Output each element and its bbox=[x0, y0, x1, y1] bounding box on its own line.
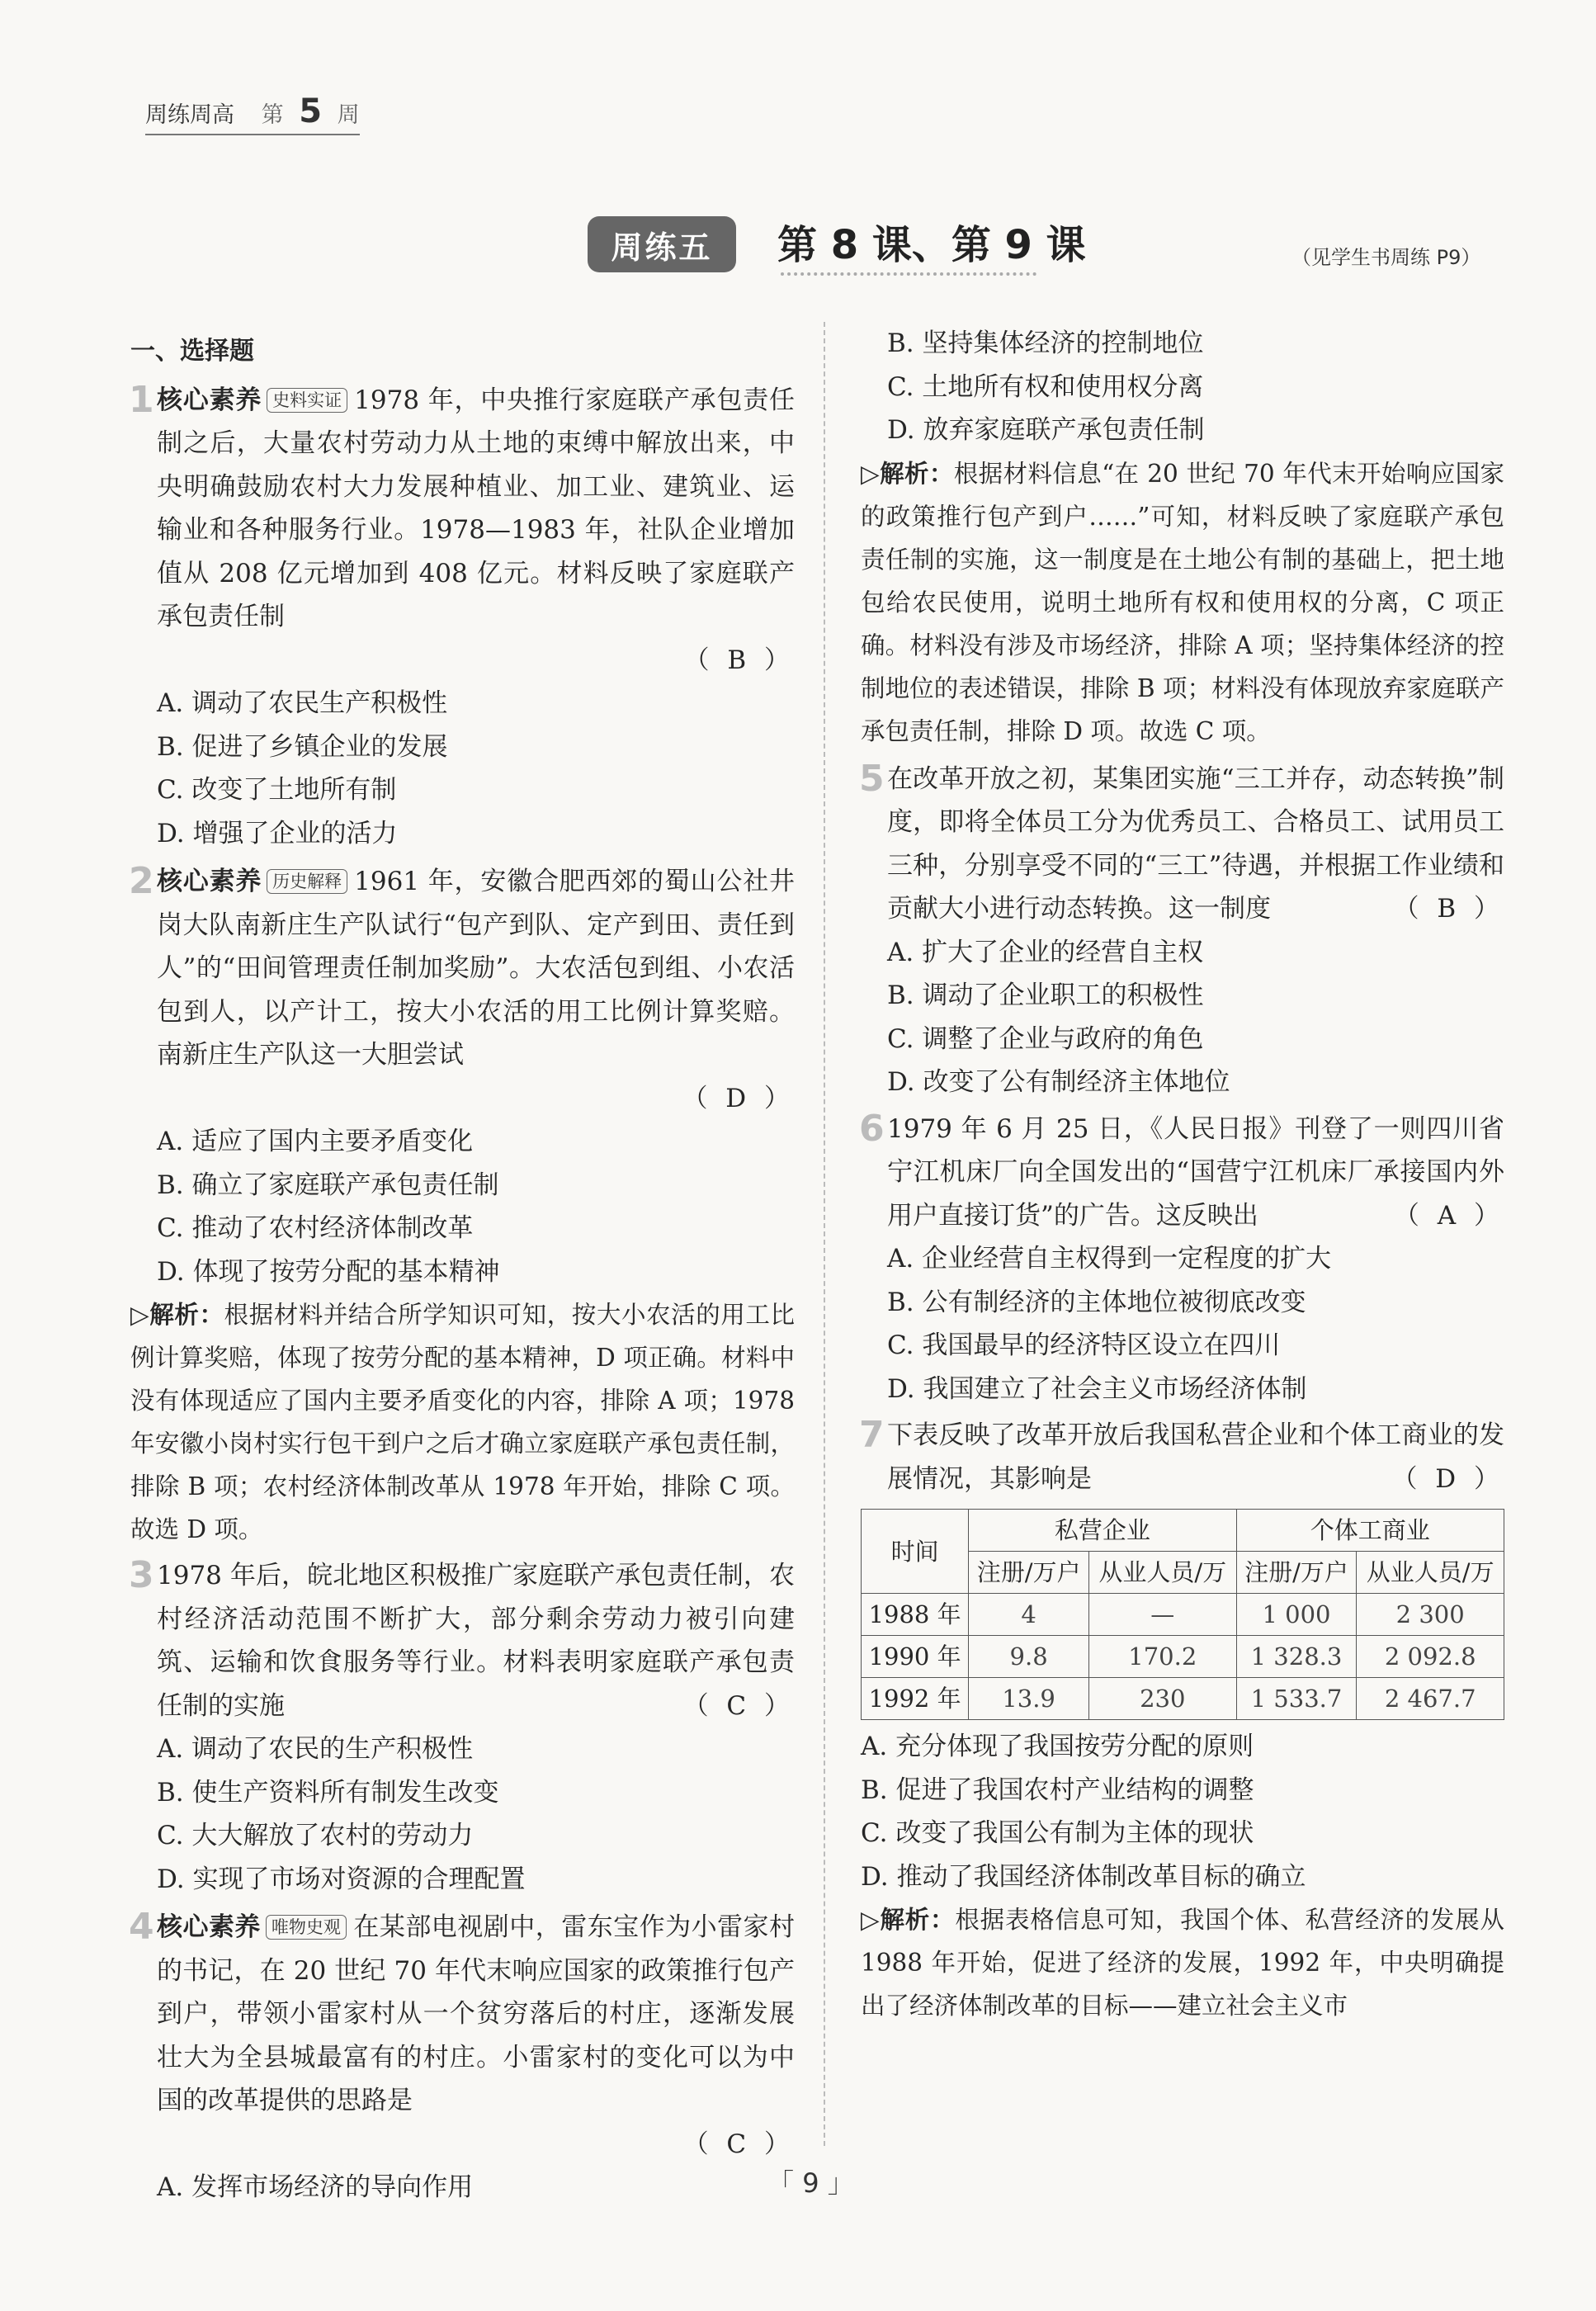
table-row bbox=[862, 1636, 1504, 1678]
core-label: 核心素养 bbox=[157, 385, 262, 415]
option-d: D. 推动了我国经济体制改革目标的确立 bbox=[861, 1861, 1306, 1892]
question-4-continued bbox=[861, 322, 1504, 452]
literacy-tag: 唯物史观 bbox=[266, 1915, 347, 1940]
literacy-tag: 史料实证 bbox=[267, 388, 347, 413]
question-7-options bbox=[861, 1725, 1504, 1898]
option-c: C. 改变了土地所有制 bbox=[157, 775, 397, 805]
analysis-label: ▷解析： bbox=[130, 1301, 224, 1329]
analysis-text: 根据材料信息“在 20 世纪 70 年代末开始响应国家的政策推行包产到户……”可知，材料反映了家庭联产承包责任制的实施，这一制度是在土地公有制的基础上，把土地包给农民使用，说明土地所有权和使用权的分离，C 项正确。材料没有涉及市场经济，排除 A 项；坚持集体经济的控制地位的表述错误，排除 B 项；材料没有体现放弃家庭联产承包责任制，排除 D 项。故选 C 项。 bbox=[861, 459, 1504, 745]
option-d: D. 实现了市场对资源的合理配置 bbox=[157, 1864, 526, 1894]
analysis-2 bbox=[130, 1293, 795, 1551]
question-number: 3 bbox=[129, 1554, 154, 1596]
question-2 bbox=[130, 860, 795, 1293]
table-header-row bbox=[862, 1510, 1504, 1552]
option-c: C. 调整了企业与政府的角色 bbox=[887, 1023, 1204, 1054]
week-header bbox=[145, 92, 360, 135]
table-header-private: 私营企业 bbox=[969, 1510, 1236, 1552]
table-header-time: 时间 bbox=[862, 1510, 969, 1594]
question-6 bbox=[861, 1108, 1504, 1411]
section-heading: 一、选择题 bbox=[130, 337, 254, 366]
analysis-7 bbox=[861, 1898, 1504, 2027]
answer: （ B ） bbox=[683, 645, 795, 675]
table-cell: 1 328.3 bbox=[1236, 1636, 1357, 1678]
option-b: B. 确立了家庭联产承包责任制 bbox=[157, 1170, 499, 1200]
answer: （ B ） bbox=[1393, 894, 1504, 924]
analysis-text: 根据材料并结合所学知识可知，按大小农活的用工比例计算奖赔，体现了按劳分配的基本精神，D 项正确。材料中没有体现适应了国内主要矛盾变化的内容，排除 A 项；1978 年安徽小岗村实行包干到户之后才确立家庭联产承包责任制，排除 B 项；农村经济体制改革从 1978 年开始，排除 C 项。故选 D 项。 bbox=[130, 1301, 795, 1543]
option-b: B. 促进了我国农村产业结构的调整 bbox=[861, 1775, 1254, 1805]
question-stem: 下表反映了改革开放后我国私营企业和个体工商业的发展情况，其影响是 bbox=[887, 1420, 1504, 1494]
option-a: A. 扩大了企业的经营自主权 bbox=[887, 937, 1204, 967]
answer: （ C ） bbox=[682, 2129, 795, 2159]
table-cell: — bbox=[1088, 1594, 1236, 1636]
option-c: C. 推动了农村经济体制改革 bbox=[157, 1213, 474, 1243]
option-a: A. 充分体现了我国按劳分配的原则 bbox=[861, 1732, 1254, 1761]
table-subheader: 注册/万户 bbox=[969, 1552, 1089, 1594]
title-badge: 周练五 bbox=[588, 216, 736, 272]
analysis-text: 根据表格信息可知，我国个体、私营经济的发展从 1988 年开始，促进了经济的发展，1992 年，中央明确提出了经济体制改革的目标——建立社会主义市 bbox=[861, 1906, 1504, 2020]
table-row bbox=[862, 1678, 1504, 1720]
table-cell: 2 467.7 bbox=[1357, 1678, 1504, 1720]
option-d: D. 改变了公有制经济主体地位 bbox=[887, 1067, 1230, 1097]
question-7 bbox=[861, 1414, 1504, 1500]
question-number: 2 bbox=[129, 860, 154, 902]
table-cell: 230 bbox=[1088, 1678, 1236, 1720]
option-d: D. 放弃家庭联产承包责任制 bbox=[887, 415, 1205, 445]
table-cell: 1 533.7 bbox=[1236, 1678, 1357, 1720]
question-stem: 1978 年，中央推行家庭联产承包责任制之后，大量农村劳动力从土地的束缚中解放出来，中央明确鼓励农村大力发展种植业、加工业、建筑业、运输业和各种服务行业。1978—1983 年，社队企业增加值从 208 亿元增加到 408 亿元。材料反映了家庭联产承包责任制 bbox=[157, 385, 796, 631]
table-cell: 1990 年 bbox=[862, 1636, 969, 1678]
option-a: A. 企业经营自主权得到一定程度的扩大 bbox=[887, 1244, 1332, 1274]
option-c: C. 我国最早的经济特区设立在四川 bbox=[887, 1330, 1281, 1360]
question-4 bbox=[130, 1906, 795, 2209]
option-c: C. 改变了我国公有制为主体的现状 bbox=[861, 1818, 1254, 1848]
left-column bbox=[130, 330, 795, 2209]
week-number: 5 bbox=[299, 92, 323, 130]
page-title: 第 8 课、第 9 课 bbox=[777, 222, 1086, 268]
answer: （ A ） bbox=[1393, 1200, 1504, 1231]
question-stem: 1961 年，安徽合肥西郊的蜀山公社井岗大队南新庄生产队试行“包产到队、定产到田、责任到人”的“田间管理责任制加奖励”。大农活包到组、小农活包到人，以产计工，按大小农活的用工比例计算奖赔。南新庄生产队这一大胆尝试 bbox=[157, 867, 796, 1070]
option-b: B. 公有制经济的主体地位被彻底改变 bbox=[887, 1287, 1306, 1317]
page-number: 「 9 」 bbox=[767, 2167, 854, 2199]
analysis-4 bbox=[861, 452, 1504, 753]
option-a: A. 调动了农民生产积极性 bbox=[157, 688, 448, 718]
title-reference: （见学生书周练 P9） bbox=[1291, 246, 1481, 269]
option-b: B. 使生产资料所有制发生改变 bbox=[157, 1777, 499, 1808]
table-subheader: 从业人员/万 bbox=[1357, 1552, 1504, 1594]
table-cell: 1 000 bbox=[1236, 1594, 1357, 1636]
answer: （ D ） bbox=[1391, 1463, 1504, 1494]
table-row bbox=[862, 1594, 1504, 1636]
question-number: 4 bbox=[129, 1906, 154, 1948]
table-cell: 1988 年 bbox=[862, 1594, 969, 1636]
option-d: D. 我国建立了社会主义市场经济体制 bbox=[887, 1373, 1307, 1404]
question-stem: 在改革开放之初，某集团实施“三工并存，动态转换”制度，即将全体员工分为优秀员工、合格员工、试用员工三种，分别享受不同的“三工”待遇，并根据工作业绩和贡献大小进行动态转换。这一制度 bbox=[887, 763, 1504, 924]
option-b: B. 调动了企业职工的积极性 bbox=[887, 981, 1204, 1010]
table-subheader: 注册/万户 bbox=[1236, 1552, 1357, 1594]
analysis-label: ▷解析： bbox=[861, 459, 954, 488]
option-a: A. 调动了农民的生产积极性 bbox=[157, 1734, 474, 1764]
option-d: D. 增强了企业的活力 bbox=[157, 818, 398, 848]
question-3 bbox=[130, 1554, 795, 1901]
option-c: C. 土地所有权和使用权分离 bbox=[887, 371, 1204, 402]
question-stem: 在某部电视剧中，雷东宝作为小雷家村的书记，在 20 世纪 70 年代末响应国家的政策推行包产到户，带领小雷家村从一个贫穷落后的村庄，逐渐发展壮大为全县城最富有的村庄。小雷家村的变化可以为中国的改革提供的思路是 bbox=[157, 1912, 795, 2115]
option-a: A. 发挥市场经济的导向作用 bbox=[157, 2172, 474, 2202]
question-number: 6 bbox=[859, 1107, 885, 1150]
data-table bbox=[861, 1509, 1504, 1720]
table-cell: 2 300 bbox=[1357, 1594, 1504, 1636]
core-label: 核心素养 bbox=[157, 1912, 261, 1942]
table-subheader: 从业人员/万 bbox=[1088, 1552, 1236, 1594]
option-c: C. 大大解放了农村的劳动力 bbox=[157, 1821, 474, 1850]
question-number: 5 bbox=[859, 757, 885, 800]
table-cell: 170.2 bbox=[1088, 1636, 1236, 1678]
table-cell: 13.9 bbox=[969, 1678, 1089, 1720]
option-b: B. 坚持集体经济的控制地位 bbox=[887, 328, 1204, 358]
option-a: A. 适应了国内主要矛盾变化 bbox=[157, 1127, 474, 1156]
column-divider bbox=[824, 322, 825, 2146]
core-label: 核心素养 bbox=[157, 867, 262, 896]
question-5 bbox=[861, 758, 1504, 1104]
table-header-individual: 个体工商业 bbox=[1236, 1510, 1504, 1552]
table-cell: 2 092.8 bbox=[1357, 1636, 1504, 1678]
week-pre: 第 bbox=[261, 102, 284, 128]
question-number: 7 bbox=[859, 1414, 885, 1456]
literacy-tag: 历史解释 bbox=[267, 869, 347, 894]
week-post: 周 bbox=[337, 102, 360, 128]
answer: （ D ） bbox=[682, 1083, 795, 1113]
page-number-value: 9 bbox=[802, 2167, 819, 2199]
question-1 bbox=[130, 379, 795, 856]
question-stem: 1978 年后，皖北地区积极推广家庭联产承包责任制，农村经济活动范围不断扩大，部分剩余劳动力被引向建筑、运输和饮食服务等行业。材料表明家庭联产承包责任制的实施 bbox=[157, 1561, 795, 1721]
header-prefix: 周练周高 bbox=[145, 102, 234, 128]
analysis-label: ▷解析： bbox=[861, 1906, 956, 1934]
question-stem: 1979 年 6 月 25 日，《人民日报》刊登了一则四川省宁江机床厂向全国发出的“国营宁江机床厂承接国内外用户直接订货”的广告。这反映出 bbox=[887, 1113, 1504, 1231]
table-cell: 9.8 bbox=[969, 1636, 1089, 1678]
option-b: B. 促进了乡镇企业的发展 bbox=[157, 731, 448, 762]
option-d: D. 体现了按劳分配的基本精神 bbox=[157, 1256, 500, 1287]
question-number: 1 bbox=[129, 378, 154, 421]
title-underline bbox=[781, 272, 1036, 276]
right-column bbox=[861, 322, 1504, 2027]
table-cell: 4 bbox=[969, 1594, 1089, 1636]
table-cell: 1992 年 bbox=[862, 1678, 969, 1720]
answer: （ C ） bbox=[682, 1690, 795, 1721]
